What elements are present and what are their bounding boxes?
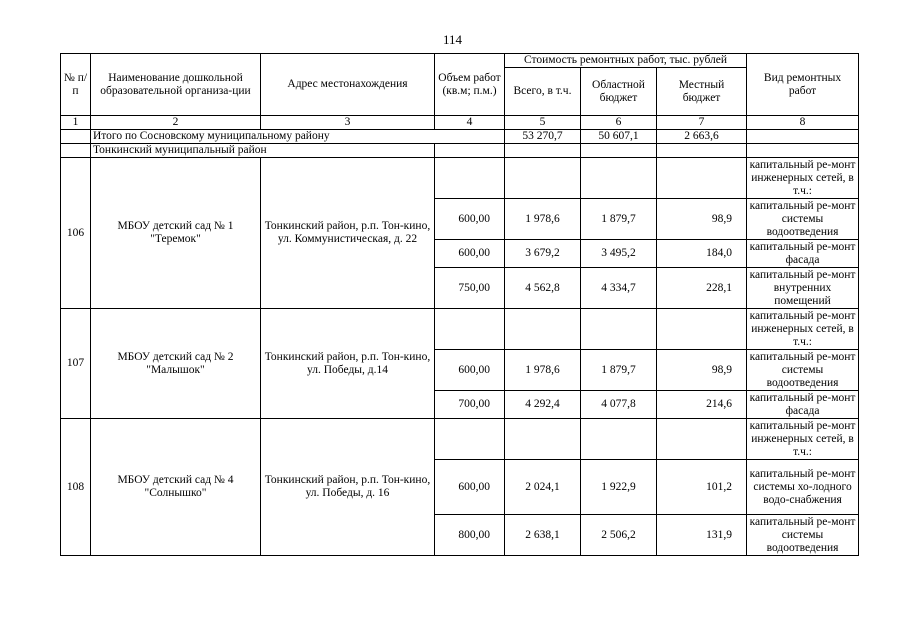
- row-regional: [581, 158, 657, 199]
- entry-address: Тонкинский район, р.п. Тон-кино, ул. Победы, д.14: [261, 309, 435, 419]
- row-total: 1 978,6: [505, 199, 581, 240]
- row-volume: 600,00: [435, 240, 505, 268]
- row-volume: 800,00: [435, 515, 505, 556]
- entry-name: МБОУ детский сад № 2 "Малышок": [91, 309, 261, 419]
- row-total: 2 024,1: [505, 460, 581, 515]
- row-regional: 2 506,2: [581, 515, 657, 556]
- row-local: 101,2: [657, 460, 747, 515]
- row-volume: 750,00: [435, 268, 505, 309]
- row-volume: 600,00: [435, 460, 505, 515]
- row-total: 1 978,6: [505, 350, 581, 391]
- sosnovsky-total-local: 2 663,6: [657, 130, 747, 144]
- row-volume: 600,00: [435, 199, 505, 240]
- header-name: Наименование дошкольной образовательной организа-ции: [91, 54, 261, 116]
- row-total: [505, 309, 581, 350]
- row-local: 228,1: [657, 268, 747, 309]
- row-kind: капитальный ре-монт системы водоотведения: [747, 350, 859, 391]
- header-regional: Областной бюджет: [581, 68, 657, 116]
- row-regional: 1 879,7: [581, 199, 657, 240]
- table-row: [61, 419, 859, 460]
- page-number: 114: [442, 32, 463, 47]
- column-number: 4: [435, 116, 505, 130]
- column-numbers-row: [61, 116, 859, 130]
- sosnovsky-total-label: Итого по Сосновскому муниципальному району: [91, 130, 505, 144]
- sosnovsky-total-row: [61, 130, 859, 144]
- header-volume: Объем работ (кв.м; п.м.): [435, 54, 505, 116]
- entry-number: 106: [61, 158, 91, 309]
- row-local: 98,9: [657, 199, 747, 240]
- row-total: 4 292,4: [505, 391, 581, 419]
- row-local: 98,9: [657, 350, 747, 391]
- row-regional: 1 922,9: [581, 460, 657, 515]
- sosnovsky-total-total: 53 270,7: [505, 130, 581, 144]
- row-total: 4 562,8: [505, 268, 581, 309]
- row-kind: капитальный ре-монт инженерных сетей, в т.ч.:: [747, 309, 859, 350]
- column-number: 5: [505, 116, 581, 130]
- entry-address: Тонкинский район, р.п. Тон-кино, ул. Коммунистическая, д. 22: [261, 158, 435, 309]
- column-number: 8: [747, 116, 859, 130]
- row-kind: капитальный ре-монт системы водоотведения: [747, 515, 859, 556]
- row-volume: 600,00: [435, 350, 505, 391]
- column-number: 2: [91, 116, 261, 130]
- row-volume: [435, 309, 505, 350]
- table-row: [61, 309, 859, 350]
- column-number: 7: [657, 116, 747, 130]
- row-total: [505, 158, 581, 199]
- row-total: 3 679,2: [505, 240, 581, 268]
- row-volume: 700,00: [435, 391, 505, 419]
- district-title-row: [61, 144, 859, 158]
- column-number: 1: [61, 116, 91, 130]
- row-local: 184,0: [657, 240, 747, 268]
- row-regional: 1 879,7: [581, 350, 657, 391]
- row-total: 2 638,1: [505, 515, 581, 556]
- column-number: 6: [581, 116, 657, 130]
- row-regional: [581, 309, 657, 350]
- header-kind: Вид ремонтных работ: [747, 54, 859, 116]
- table-row: [61, 158, 859, 199]
- row-kind: капитальный ре-монт инженерных сетей, в т.ч.:: [747, 158, 859, 199]
- repair-works-table: [60, 53, 859, 556]
- row-regional: [581, 419, 657, 460]
- row-total: [505, 419, 581, 460]
- header-address: Адрес местонахождения: [261, 54, 435, 116]
- row-kind: капитальный ре-монт системы водоотведения: [747, 199, 859, 240]
- district-title: Тонкинский муниципальный район: [91, 144, 435, 158]
- entry-number: 107: [61, 309, 91, 419]
- row-regional: 4 334,7: [581, 268, 657, 309]
- entry-name: МБОУ детский сад № 1 "Теремок": [91, 158, 261, 309]
- row-local: 214,6: [657, 391, 747, 419]
- sosnovsky-total-regional: 50 607,1: [581, 130, 657, 144]
- row-local: 131,9: [657, 515, 747, 556]
- row-volume: [435, 158, 505, 199]
- row-regional: 4 077,8: [581, 391, 657, 419]
- row-local: [657, 309, 747, 350]
- entry-number: 108: [61, 419, 91, 556]
- row-volume: [435, 419, 505, 460]
- header-cost-group: Стоимость ремонтных работ, тыс. рублей: [505, 54, 747, 68]
- entry-address: Тонкинский район, р.п. Тон-кино, ул. Победы, д. 16: [261, 419, 435, 556]
- column-number: 3: [261, 116, 435, 130]
- row-kind: капитальный ре-монт системы хо-лодного водо-снабжения: [747, 460, 859, 515]
- row-kind: капитальный ре-монт инженерных сетей, в т.ч.:: [747, 419, 859, 460]
- row-kind: капитальный ре-монт фасада: [747, 240, 859, 268]
- header-total: Всего, в т.ч.: [505, 68, 581, 116]
- row-local: [657, 419, 747, 460]
- row-kind: капитальный ре-монт внутренних помещений: [747, 268, 859, 309]
- header-local: Местный бюджет: [657, 68, 747, 116]
- row-regional: 3 495,2: [581, 240, 657, 268]
- entry-name: МБОУ детский сад № 4 "Солнышко": [91, 419, 261, 556]
- header-num: № п/п: [61, 54, 91, 116]
- row-kind: капитальный ре-монт фасада: [747, 391, 859, 419]
- row-local: [657, 158, 747, 199]
